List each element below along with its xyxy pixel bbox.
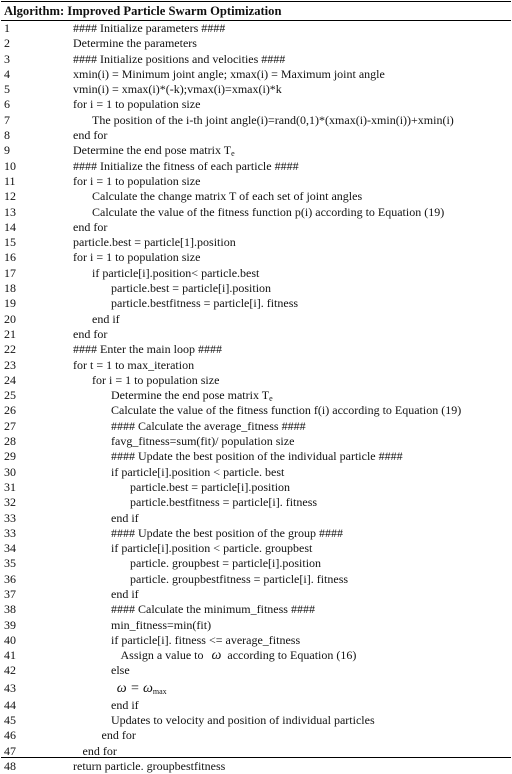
algorithm-line — [1, 480, 511, 495]
line-code — [111, 449, 403, 464]
line-number: 1 — [4, 21, 10, 35]
line-number: 38 — [4, 602, 16, 617]
line-code — [111, 587, 139, 602]
line-text: vmin(i) = xmax(i)*(-k);vmax(i)=xmax(i)*k — [73, 82, 282, 97]
line-text: end for — [82, 743, 117, 758]
line-number: 19 — [4, 296, 16, 311]
algorithm-line — [1, 541, 511, 556]
line-code — [73, 128, 107, 143]
line-code — [130, 556, 321, 571]
line-text: for i = 1 to population size — [92, 372, 220, 387]
line-code — [73, 52, 285, 67]
line-text: if particle[i]. fitness <= average_fitness — [111, 632, 301, 647]
line-text: particle. groupbest = particle[i].position — [130, 556, 322, 571]
algorithm-line — [1, 342, 511, 357]
line-text: end for — [101, 728, 136, 743]
line-number: 45 — [4, 713, 16, 728]
line-text: end for — [73, 219, 108, 234]
line-code — [111, 526, 343, 541]
line-number: 28 — [4, 434, 16, 449]
line-code — [92, 266, 259, 281]
line-code — [111, 296, 298, 311]
algorithm-line — [1, 36, 511, 51]
algorithm-line — [1, 465, 511, 480]
algorithm-line — [1, 113, 511, 128]
omega-formula: ω = ω — [116, 680, 153, 696]
line-text: #### Update the best position of the individual particle #### — [111, 449, 403, 464]
algorithm-line — [1, 373, 511, 388]
line-text: #### Update the best position of the group #### — [111, 525, 343, 540]
line-code — [121, 648, 357, 663]
algorithm-line — [1, 250, 511, 265]
line-code — [73, 220, 107, 235]
line-text: end if — [111, 697, 139, 712]
algorithm-line — [1, 572, 511, 587]
line-code — [73, 235, 236, 250]
algorithm-line — [1, 679, 511, 698]
algorithm-line — [1, 205, 511, 220]
line-code — [73, 67, 385, 82]
line-text: Assign a value to — [120, 648, 204, 663]
line-text: for i = 1 to population size — [73, 250, 201, 265]
algorithm-line — [1, 67, 511, 82]
line-number: 11 — [4, 173, 16, 188]
line-code — [73, 358, 194, 373]
line-number: 12 — [4, 189, 16, 204]
line-text: Determine the parameters — [73, 36, 197, 51]
line-code — [102, 728, 136, 743]
line-text: favg_fitness=sum(fit)/ population size — [111, 434, 295, 449]
algorithm-line — [1, 220, 511, 235]
algorithm-line — [1, 618, 511, 633]
line-number: 18 — [4, 281, 16, 296]
line-text: Calculate the value of the fitness function f(i) according to Equation (19) — [111, 403, 462, 418]
line-number: 47 — [4, 743, 16, 758]
algorithm-line — [1, 633, 511, 648]
line-text: particle.bestfitness = particle[i]. fitness — [111, 296, 299, 311]
line-number: 43 — [4, 680, 16, 695]
line-number: 42 — [4, 663, 16, 678]
algorithm-line — [1, 419, 511, 434]
line-code — [111, 602, 315, 617]
line-text: for i = 1 to population size — [73, 173, 201, 188]
line-number: 39 — [4, 617, 16, 632]
line-number: 9 — [4, 143, 10, 158]
line-code — [73, 759, 225, 774]
algorithm-line — [1, 52, 511, 67]
line-text: Calculate the change matrix T of each set of joint angles — [92, 189, 363, 204]
line-text: particle.best = particle[i].position — [111, 281, 272, 296]
line-code — [130, 480, 290, 495]
algorithm-line — [1, 143, 511, 158]
line-number: 23 — [4, 357, 16, 372]
line-text: particle.best = particle[1].position — [73, 235, 236, 250]
line-number: 24 — [4, 372, 16, 387]
line-number: 26 — [4, 403, 16, 418]
line-number: 25 — [4, 388, 16, 403]
algorithm-line — [1, 281, 511, 296]
line-code — [92, 312, 120, 327]
line-number: 35 — [4, 556, 16, 571]
line-code — [73, 36, 197, 51]
line-text: particle.bestfitness = particle[i]. fitness — [130, 495, 318, 510]
line-tail: according to Equation (16) — [227, 648, 357, 663]
line-number: 31 — [4, 479, 16, 494]
algorithm-line — [1, 759, 511, 774]
line-text: Determine the end pose matrix T — [111, 388, 270, 403]
algorithm-line — [1, 312, 511, 327]
line-text: #### Initialize the fitness of each particle #### — [73, 158, 299, 173]
line-number: 22 — [4, 342, 16, 357]
line-number: 21 — [4, 326, 16, 341]
algorithm-line — [1, 189, 511, 204]
line-number: 17 — [4, 265, 16, 280]
line-text: Determine the end pose matrix T — [73, 143, 232, 158]
line-code — [73, 21, 225, 36]
line-code — [130, 495, 317, 510]
line-text: return particle. groupbestfitness — [73, 758, 226, 773]
line-text: #### Calculate the average_fitness #### — [111, 418, 306, 433]
line-code — [73, 250, 200, 265]
line-text: end for — [73, 326, 108, 341]
algorithm-line — [1, 159, 511, 174]
algorithm-line — [1, 526, 511, 541]
line-text: min_fitness=min(fit) — [111, 617, 212, 632]
algorithm-line — [1, 358, 511, 373]
line-code — [111, 403, 461, 418]
line-number: 48 — [4, 758, 16, 773]
line-text: if particle[i].position< particle.best — [92, 265, 260, 280]
line-number: 2 — [4, 36, 10, 51]
line-number: 46 — [4, 728, 16, 743]
line-number: 20 — [4, 311, 16, 326]
line-text: Calculate the value of the fitness function p(i) according to Equation (19) — [92, 204, 445, 219]
line-number: 40 — [4, 632, 16, 647]
line-code — [92, 189, 362, 204]
algorithm-line — [1, 82, 511, 97]
line-text: xmin(i) = Minimum joint angle; xmax(i) = Maximum joint angle — [73, 66, 385, 81]
line-code — [73, 327, 107, 342]
line-number: 8 — [4, 128, 10, 143]
line-text: else — [111, 663, 130, 678]
line-text: if particle[i].position < particle. groupbest — [111, 541, 313, 556]
formula-subscript: max — [152, 686, 167, 696]
algorithm-line — [1, 602, 511, 617]
line-number: 33 — [4, 525, 16, 540]
line-number: 6 — [4, 97, 10, 112]
algorithm-line — [1, 128, 511, 143]
line-code — [111, 541, 312, 556]
line-number: 14 — [4, 219, 16, 234]
algorithm-line — [1, 235, 511, 250]
algorithm-line — [1, 327, 511, 342]
line-code — [111, 663, 130, 678]
line-code — [111, 713, 375, 728]
line-number: 3 — [4, 51, 10, 66]
line-number: 30 — [4, 464, 16, 479]
algorithm-line — [1, 174, 511, 189]
algorithm-line — [1, 388, 511, 403]
line-text: #### Calculate the minimum_fitness #### — [111, 602, 315, 617]
line-text: if particle[i].position < particle. best — [111, 464, 285, 479]
line-text: end if — [111, 586, 139, 601]
line-code — [73, 97, 200, 112]
line-code — [92, 373, 219, 388]
line-text: #### Initialize positions and velocities #### — [73, 51, 286, 66]
line-number: 13 — [4, 204, 16, 219]
algorithm-line — [1, 648, 511, 663]
line-text: end if — [92, 311, 120, 326]
line-number: 29 — [4, 449, 16, 464]
line-code — [73, 82, 282, 97]
line-text: #### Initialize parameters #### — [73, 21, 226, 35]
line-number: 7 — [4, 112, 10, 127]
algorithm-line — [1, 266, 511, 281]
line-text: #### Enter the main loop #### — [73, 342, 222, 357]
line-text: for t = 1 to max_iteration — [73, 357, 195, 372]
line-code — [130, 572, 348, 587]
line-number: 27 — [4, 418, 16, 433]
algorithm-line — [1, 449, 511, 464]
algorithm-line — [1, 556, 511, 571]
line-number: 4 — [4, 66, 10, 81]
algorithm-line — [1, 713, 511, 728]
line-text: Updates to velocity and position of individual particles — [111, 713, 375, 728]
algorithm-line — [1, 495, 511, 510]
algorithm-title: Algorithm: Improved Particle Swarm Optimization — [1, 2, 511, 21]
matrix-subscript: e — [269, 394, 273, 404]
line-code — [111, 281, 271, 296]
line-number: 36 — [4, 571, 16, 586]
algorithm-line — [1, 511, 511, 526]
line-number: 32 — [4, 495, 16, 510]
line-number: 33 — [4, 510, 16, 525]
line-text: particle.best = particle[i].position — [130, 479, 291, 494]
line-code — [111, 511, 139, 526]
omega-symbol: ω — [211, 648, 222, 664]
line-text: end if — [111, 510, 139, 525]
line-code — [111, 465, 284, 480]
algorithm-line — [1, 21, 511, 36]
line-code — [111, 618, 211, 633]
line-code — [73, 174, 200, 189]
line-text: The position of the i-th joint angle(i)=rand(0,1)*(xmax(i)-xmin(i))+xmin(i) — [92, 112, 454, 127]
line-code — [92, 205, 444, 220]
algorithm-line — [1, 296, 511, 311]
line-text: end for — [73, 128, 108, 143]
line-code — [111, 419, 306, 434]
line-number: 44 — [4, 697, 16, 712]
algorithm-line — [1, 97, 511, 112]
algorithm-line — [1, 728, 511, 743]
matrix-subscript: e — [231, 149, 235, 159]
line-code — [83, 744, 117, 759]
line-text: particle. groupbestfitness = particle[i]. fitness — [130, 571, 349, 586]
line-number: 16 — [4, 250, 16, 265]
algorithm-box — [1, 1, 511, 773]
line-text: for i = 1 to population size — [73, 97, 201, 112]
line-number: 10 — [4, 158, 16, 173]
algorithm-line — [1, 403, 511, 418]
line-code — [73, 159, 299, 174]
line-number: 37 — [4, 586, 16, 601]
algorithm-line — [1, 698, 511, 713]
line-code — [73, 342, 222, 357]
algorithm-line — [1, 744, 511, 759]
line-code — [111, 434, 294, 449]
line-number: 34 — [4, 541, 16, 556]
line-number: 41 — [4, 648, 16, 663]
line-code — [111, 698, 139, 713]
algorithm-lines — [1, 21, 511, 774]
algorithm-line — [1, 587, 511, 602]
algorithm-line — [1, 434, 511, 449]
line-code — [92, 113, 454, 128]
line-code — [111, 633, 300, 648]
line-number: 15 — [4, 235, 16, 250]
algorithm-line — [1, 663, 511, 678]
line-number: 5 — [4, 82, 10, 97]
